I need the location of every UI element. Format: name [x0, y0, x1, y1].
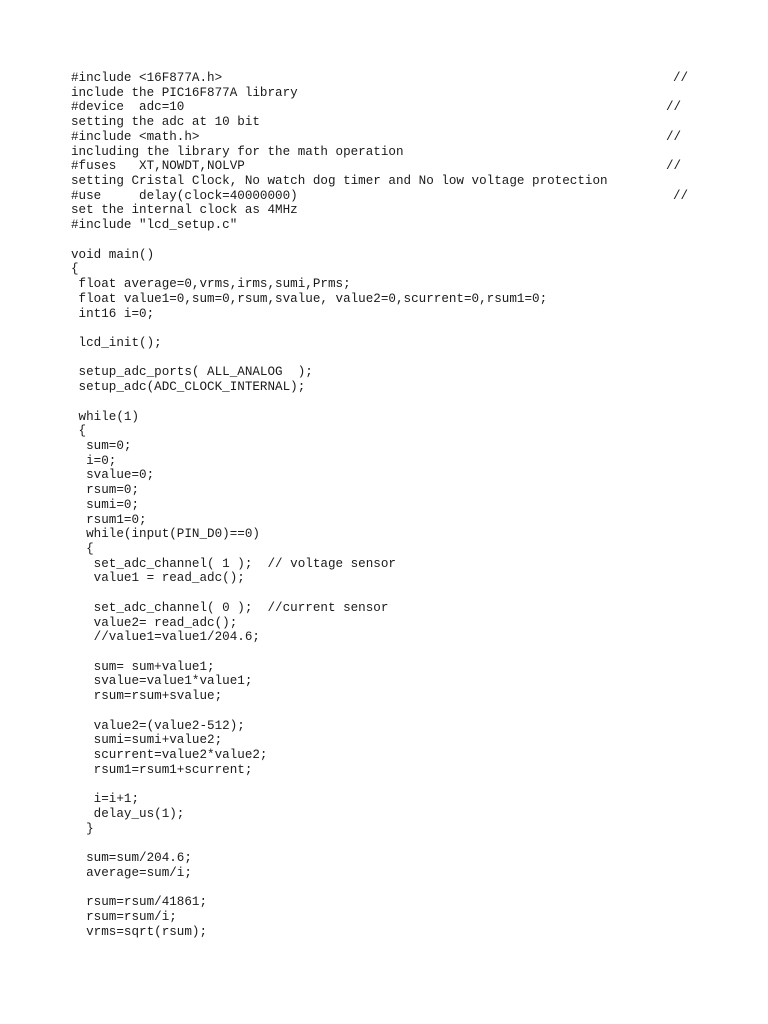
code-line: sum= sum+value1;: [71, 659, 215, 674]
code-text: #include <math.h>: [71, 129, 200, 144]
code-line: rsum1=rsum1+scurrent;: [71, 762, 253, 777]
code-line: [71, 159, 711, 174]
code-line: void main(): [71, 247, 155, 262]
code-line: vrms=sqrt(rsum);: [71, 924, 208, 939]
code-line: sumi=sumi+value2;: [71, 733, 223, 748]
code-line: rsum=rsum/i;: [71, 909, 177, 924]
code-line: value2=(value2-512);: [71, 718, 245, 733]
blank-line: [71, 586, 711, 601]
code-line: setting the adc at 10 bit: [71, 115, 260, 130]
code-text: #fuses XT,NOWDT,NOLVP: [71, 159, 245, 174]
code-line: set_adc_channel( 0 ); //current sensor: [71, 600, 389, 615]
code-text: #device adc=10: [71, 100, 185, 115]
code-line: setup_adc_ports( ALL_ANALOG );: [71, 365, 313, 380]
code-line: sumi=0;: [71, 497, 140, 512]
code-line: including the library for the math operation: [71, 144, 404, 159]
code-line: float average=0,vrms,irms,sumi,Prms;: [71, 277, 351, 292]
comment-marker: //: [673, 188, 689, 203]
code-line: include the PIC16F877A library: [71, 85, 298, 100]
code-line: [71, 100, 711, 115]
code-line: //value1=value1/204.6;: [71, 630, 260, 645]
code-line: rsum=rsum/41861;: [71, 895, 208, 910]
code-line: {: [71, 542, 94, 556]
code-line: rsum=rsum+svalue;: [71, 689, 223, 704]
code-line: {: [71, 262, 79, 277]
code-text: #use delay(clock=40000000): [71, 188, 298, 203]
code-listing: [71, 71, 711, 939]
code-line: setup_adc(ADC_CLOCK_INTERNAL);: [71, 380, 306, 395]
blank-line: [71, 351, 711, 366]
comment-marker: //: [666, 129, 682, 144]
code-line: average=sum/i;: [71, 865, 192, 880]
code-line: i=i+1;: [71, 792, 140, 807]
code-line: svalue=0;: [71, 468, 155, 483]
code-line: value1 = read_adc();: [71, 571, 245, 586]
code-text: #include <16F877A.h>: [71, 71, 223, 85]
blank-line: [71, 881, 711, 896]
code-line: sum=0;: [71, 438, 132, 453]
code-line: i=0;: [71, 453, 117, 468]
code-line: set the internal clock as 4MHz: [71, 203, 298, 218]
blank-line: [71, 395, 711, 410]
blank-line: [71, 704, 711, 719]
code-line: #include "lcd_setup.c": [71, 218, 238, 233]
code-line: svalue=value1*value1;: [71, 674, 253, 689]
blank-line: [71, 645, 711, 660]
code-line: delay_us(1);: [71, 806, 185, 821]
code-line: }: [71, 821, 94, 836]
code-line: [71, 71, 711, 86]
code-line: [71, 130, 711, 145]
code-line: while(input(PIN_D0)==0): [71, 527, 260, 542]
comment-marker: //: [673, 71, 689, 85]
code-line: setting Cristal Clock, No watch dog timer and No low voltage protection: [71, 174, 608, 189]
code-line: [71, 189, 711, 204]
blank-line: [71, 321, 711, 336]
code-line: value2= read_adc();: [71, 615, 238, 630]
code-line: lcd_init();: [71, 335, 162, 350]
code-line: set_adc_channel( 1 ); // voltage sensor: [71, 556, 396, 571]
code-line: rsum1=0;: [71, 512, 147, 527]
code-line: {: [71, 424, 87, 439]
blank-line: [71, 233, 711, 248]
comment-marker: //: [666, 159, 682, 174]
code-line: float value1=0,sum=0,rsum,svalue, value2=0,scurrent=0,rsum1=0;: [71, 291, 548, 306]
blank-line: [71, 778, 711, 793]
comment-marker: //: [666, 100, 682, 115]
code-line: rsum=0;: [71, 483, 140, 498]
blank-line: [71, 836, 711, 851]
code-line: scurrent=value2*value2;: [71, 748, 268, 763]
code-line: while(1): [71, 409, 140, 424]
code-line: sum=sum/204.6;: [71, 851, 192, 866]
code-line: int16 i=0;: [71, 306, 155, 321]
